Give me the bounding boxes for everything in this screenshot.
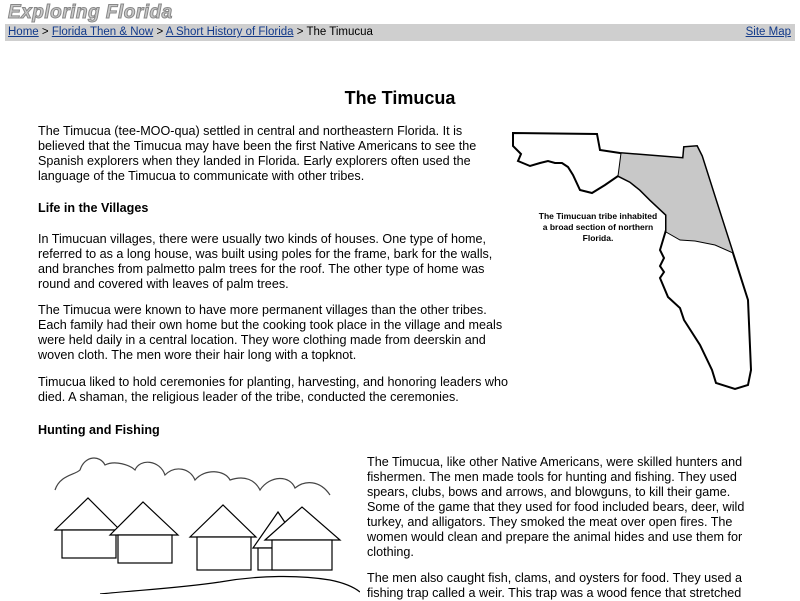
villages-paragraph-1: In Timucuan villages, there were usually two kinds of houses. One type of home, referred to as a long house, was built using poles for the frame, bark for the walls, and branches from palmetto palm trees for the roof. The other type of home was round and covered with leaves of palm trees. <box>38 232 493 291</box>
florida-map <box>500 120 760 400</box>
site-map-link[interactable]: Site Map <box>745 26 791 38</box>
breadcrumb-separator: > <box>41 26 49 38</box>
breadcrumb-bar <box>5 24 795 41</box>
breadcrumb-short-history[interactable]: A Short History of Florida <box>165 26 294 38</box>
alligator <box>100 576 360 594</box>
hunting-paragraph-1: The Timucua, like other Native Americans, were skilled hunters and fishermen. The men made tools for hunting and fishing. They used spears, clubs, bows and arrows, and blowguns, to kill their game. Some of the game that they used for food included bears, deer, wild turkey, and alligators. They smoked the meat over open fires. The women would clean and prepare the animal hides and use them for clothing. <box>367 455 745 559</box>
breadcrumb-current: The Timucua <box>306 26 373 38</box>
map-caption: The Timucuan tribe inhabited a broad section of northern Florida. <box>538 211 658 243</box>
intro-paragraph: The Timucua (tee-MOO-qua) settled in central and northeastern Florida. It is believed that the Timucua may have been the first Native Americans to see the Spanish explorers when they landed in Florida. Early explorers often used the language of the Timucua to communicate with other tribes. <box>38 124 477 183</box>
section-heading-hunting: Hunting and Fishing <box>38 423 160 437</box>
village-illustration <box>40 450 360 594</box>
villages-paragraph-2: The Timucua were known to have more permanent villages than the other tribes. Each family had their own home but the cooking took place in the village and meals were held daily in a central location. They wore clothing made from deerskin and woven cloth. The men wore their hair long with a topknot. <box>38 303 503 362</box>
page-title: The Timucua <box>344 88 456 108</box>
trees-outline <box>55 458 330 495</box>
hunting-paragraph-2: The men also caught fish, clams, and oysters for food. They used a fishing trap called a weir. This trap was a wood fence that stretched <box>367 571 742 600</box>
breadcrumb <box>8 24 373 41</box>
villages-paragraph-3: Timucua liked to hold ceremonies for planting, harvesting, and honoring leaders who died. A shaman, the religious leader of the tribe, conducted the ceremonies. <box>38 375 508 404</box>
breadcrumb-separator: > <box>156 26 164 38</box>
section-heading-villages: Life in the Villages <box>38 201 149 215</box>
breadcrumb-florida-then-now[interactable]: Florida Then & Now <box>51 26 154 38</box>
hut <box>110 502 178 563</box>
breadcrumb-home[interactable]: Home <box>8 26 39 38</box>
site-logo[interactable]: Exploring Florida <box>8 2 173 23</box>
hut <box>55 498 120 558</box>
hut <box>190 505 256 570</box>
breadcrumb-separator: > <box>296 26 304 38</box>
